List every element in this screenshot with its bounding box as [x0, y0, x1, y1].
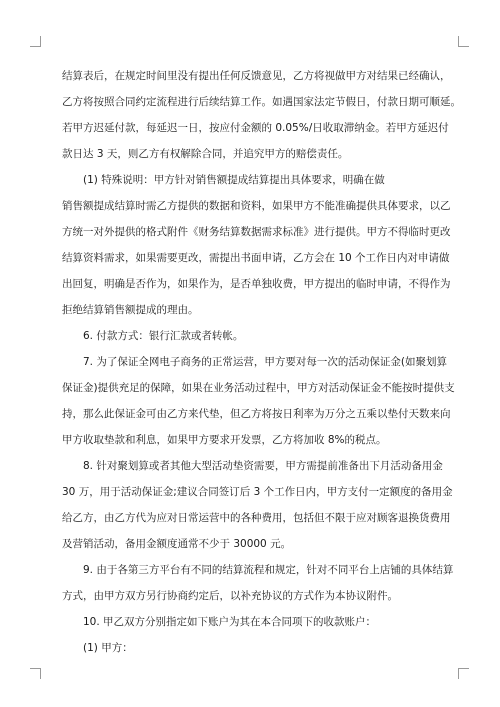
paragraph-line: 方统一对外提供的格式附件《财务结算数据需求标准》进行提供。甲方不得临时更改: [62, 226, 451, 238]
paragraph-line: 7. 为了保证全网电子商务的正常运营，甲方要对每一次的活动保证金(如聚划算: [83, 356, 447, 368]
paragraph-line: 9. 由于各第三方平台有不同的结算流程和规定，针对不同平台上店铺的具体结算: [83, 564, 454, 576]
special-note-text: 甲方针对销售额提成结算提出具体要求，明确在做: [153, 174, 385, 186]
crop-mark-bottom-right: [458, 668, 469, 679]
paragraph-line: 30 万，用于活动保证金;建议合同签订后 3 个工作日内，甲方支付一定额度的备用金: [62, 486, 453, 498]
paragraph-line: 款日达 3 天，则乙方有权解除合同，并追究甲方的赔偿责任。: [62, 148, 349, 160]
paragraph-line: 及营销活动，备用金额度通常不少于 30000 元。: [62, 538, 292, 550]
party-a-line: (1) 甲方：: [83, 642, 133, 654]
crop-mark-bottom-left: [30, 668, 41, 679]
special-note-label: (1) 特殊说明：: [83, 174, 154, 186]
paragraph-line: 保证金)提供充足的保障，如果在业务活动过程中，甲方对活动保证金不能按时提供支: [62, 382, 455, 394]
paragraph-line: 若甲方迟延付款，每延迟一日，按应付金额的 0.05%/日收取滞纳金。若甲方延迟付: [62, 122, 449, 134]
document-body: [62, 68, 461, 666]
paragraph-line: 方式，由甲方双方另行协商约定后，以补充协议的方式作为本协议附件。: [62, 590, 398, 602]
paragraph-line: 结算资料需求，如果需要更改，需提出书面申请，乙方会在 10 个工作日内对申请做: [62, 252, 450, 264]
payment-method-text: 银行汇款或者转帐。: [148, 330, 244, 342]
paragraph-line: 给乙方，由乙方代为应对日常运营中的各种费用，包括但不限于应对顾客退换货费用: [62, 512, 451, 524]
paragraph-line: 结算表后，在规定时间里没有提出任何反馈意见，乙方将视做甲方对结果已经确认，: [62, 70, 451, 82]
payment-method-label: 6. 付款方式：: [83, 330, 149, 342]
paragraph-line: 8. 针对聚划算或者其他大型活动垫资需要，甲方需提前准备出下月活动备用金: [83, 460, 443, 472]
paragraph-line: 乙方将按照合同约定流程进行后续结算工作。如遇国家法定节假日，付款日期可顺延。: [62, 96, 461, 108]
paragraph-line: 甲方收取垫款和利息，如果甲方要求开发票，乙方将加收 8%的税点。: [62, 434, 387, 446]
payment-method-line: [62, 328, 442, 354]
accounts-text: 10. 甲乙双方分别指定如下账户为其在本合同项下的收款账户：: [83, 616, 377, 628]
paragraph-line: 出回复，明确是否作为，如果作为，是否单独收费，甲方提出的临时申请，不得作为: [62, 278, 451, 290]
paragraph-line: 持，那么此保证金可由乙方来代垫，但乙方将按日利率为万分之五乘以垫付天数来向: [62, 408, 451, 420]
accounts-line: [62, 614, 442, 640]
paragraph-line: 销售额提成结算时需乙方提供的数据和资料，如果甲方不能准确提供具体要求，以乙: [62, 200, 451, 212]
special-note-line: [62, 172, 442, 198]
paragraph-line: 拒绝结算销售额提成的理由。: [62, 304, 199, 316]
crop-mark-top-right: [458, 36, 469, 47]
crop-mark-top-left: [30, 36, 41, 47]
